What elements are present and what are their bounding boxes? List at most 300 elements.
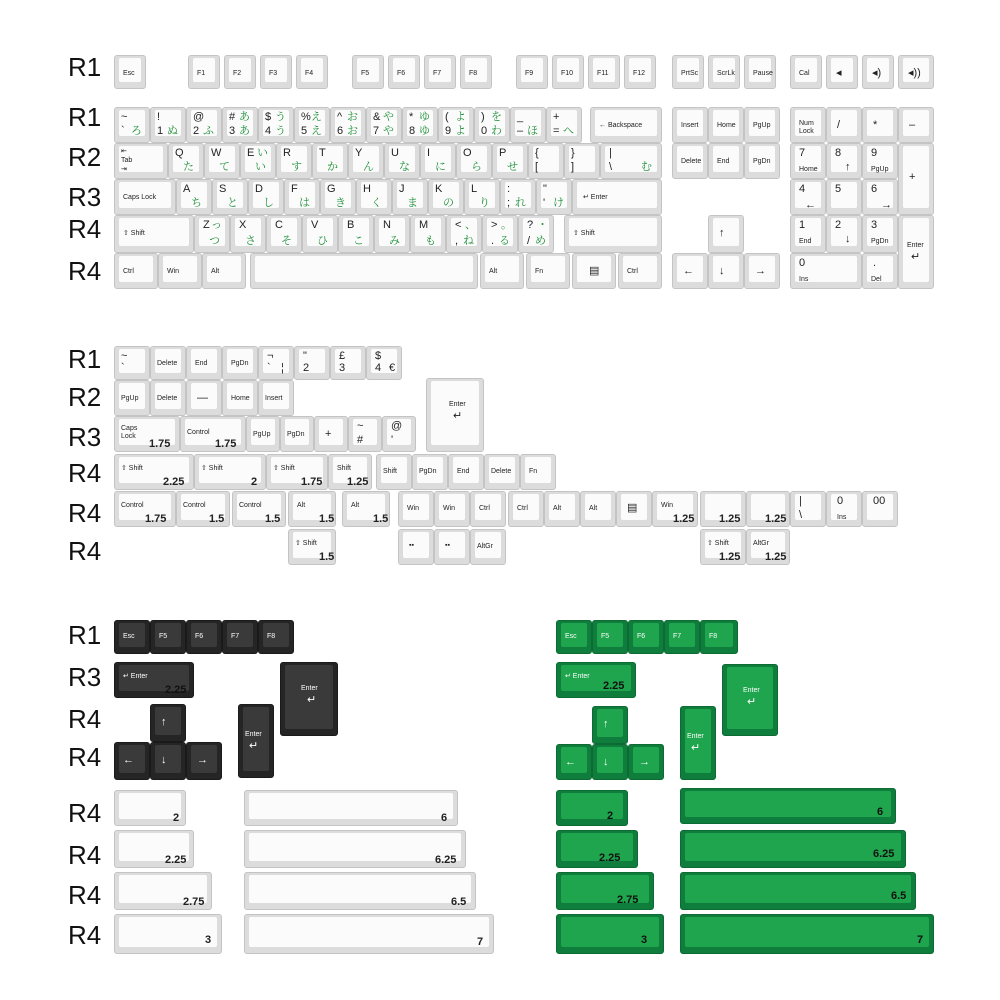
keycap-legend: P (499, 147, 507, 159)
keycap (114, 215, 194, 253)
keycap-top (249, 917, 489, 947)
keycap (294, 107, 330, 143)
keycap (746, 491, 790, 527)
keycap-legend: End (717, 158, 730, 165)
keycap-size-label: 1.25 (673, 513, 695, 525)
keycap (114, 662, 194, 698)
keycap-legend: — (197, 392, 208, 404)
keycap-legend: 3 (339, 362, 346, 374)
keycap (556, 872, 654, 910)
keycap-legend: R (283, 147, 291, 159)
keycap-legend: Esc (565, 633, 577, 640)
keycap (790, 491, 826, 527)
keycap-legend: い (257, 147, 268, 159)
keycap-legend: み (389, 235, 400, 247)
keycap-legend: + (909, 171, 916, 183)
keycap-legend: Alt (297, 502, 306, 509)
keycap-legend: / (527, 235, 531, 247)
keycap-legend: を (491, 111, 502, 123)
keycap (556, 744, 592, 780)
keycap (708, 215, 744, 253)
keycap-size-label: 1.75 (215, 438, 237, 450)
keycap-legend: Insert (681, 122, 699, 129)
keycap-legend: へ (563, 125, 574, 137)
keycap-legend: お (347, 111, 358, 123)
keycap-legend: K (435, 183, 443, 195)
keycap (592, 706, 628, 744)
keycap (600, 143, 662, 179)
keycap-legend: 3 (229, 125, 236, 137)
keycap (618, 253, 662, 289)
keycap (470, 529, 506, 565)
keycap-legend: * (873, 119, 878, 131)
keycap-legend: € (389, 362, 396, 374)
keycap (700, 620, 738, 654)
keycap-legend: £ (339, 350, 346, 362)
keycap-legend: F5 (361, 70, 370, 77)
keycap (392, 179, 428, 215)
keycap (280, 662, 338, 736)
keycap-legend: ) (481, 111, 485, 123)
keycap (448, 454, 484, 490)
keycap-legend: 1 (157, 125, 164, 137)
keycap-legend: ' (391, 434, 394, 446)
keycap-legend: ん (363, 161, 374, 173)
keycap-legend: G (327, 183, 336, 195)
keycap-legend: 8 (835, 147, 842, 159)
keycap-legend: Win (167, 268, 180, 275)
keycap-legend: ` (121, 362, 125, 374)
keycap-legend: → (197, 754, 208, 766)
keycap-legend: Home (717, 122, 736, 129)
keycap-legend: は (299, 197, 310, 209)
keycap-legend: Esc (123, 633, 135, 640)
row-label: R4 (68, 256, 102, 286)
keycap-legend: Ins (799, 276, 809, 283)
keycap-legend: + (325, 428, 332, 440)
keycap (438, 107, 474, 143)
keycap (186, 346, 222, 380)
keycap-legend: Lock (799, 128, 814, 135)
keycap-legend: や (383, 125, 394, 137)
keycap (150, 346, 186, 380)
keycap-legend: Num (799, 120, 814, 127)
keycap-legend: 0 (837, 495, 844, 507)
keycap-legend: ← (683, 265, 694, 277)
row-label: R2 (68, 142, 102, 172)
keycap-legend: え (311, 125, 322, 137)
keycap (230, 215, 266, 253)
keycap-size-label: 1.25 (765, 551, 787, 563)
keycap-legend: ゆ (419, 125, 430, 137)
row-label: R4 (68, 458, 102, 488)
keycap-legend: H (363, 183, 371, 195)
keycap (294, 346, 330, 380)
keycap-legend: Alt (589, 505, 598, 512)
keycap (276, 143, 312, 179)
keycap-legend: F9 (525, 70, 534, 77)
keycap (680, 872, 916, 910)
keycap-legend: F8 (267, 633, 276, 640)
keycap (590, 107, 662, 143)
keycap-legend: ; (507, 197, 511, 209)
keycap (708, 55, 740, 89)
keycap-legend: Enter (301, 685, 318, 692)
keycap (114, 742, 150, 780)
row-label: R4 (68, 704, 102, 734)
keycap-legend: ( (445, 111, 449, 123)
row-label: R1 (68, 620, 102, 650)
keycap (862, 215, 898, 253)
keycap-legend: ⇤ (121, 148, 127, 155)
keycap-legend: 9 (445, 125, 452, 137)
keycap (470, 491, 506, 527)
keycap-legend: Alt (489, 268, 498, 275)
keycap-top (685, 709, 711, 773)
keycap (402, 107, 438, 143)
keycap (616, 491, 652, 527)
keycap-legend: → (755, 265, 766, 277)
keycap-legend: よ (455, 125, 466, 137)
keycap-legend: Ctrl (627, 268, 638, 275)
keycap-legend: Enter (743, 687, 760, 694)
keycap (150, 742, 186, 780)
keycap (280, 416, 314, 452)
keycap-legend: ひ (317, 235, 328, 247)
keycap-legend: Pause (753, 70, 773, 77)
keycap-legend: → (639, 756, 650, 768)
keycap (246, 416, 280, 452)
keycap-legend: Q (175, 147, 184, 159)
keycap-size-label: 1.5 (319, 551, 335, 563)
keycap-legend: ¬ (267, 350, 274, 362)
keycap-legend: ← (123, 754, 134, 766)
keycap-legend: ▤ (589, 265, 600, 277)
keycap-legend: N (383, 219, 391, 231)
keycap-legend: か (327, 161, 338, 173)
keycap (624, 55, 656, 89)
keycap (474, 107, 510, 143)
keycap-legend: Control (239, 502, 262, 509)
keycap (790, 107, 826, 143)
keycap (862, 143, 898, 179)
keycap-legend: E (247, 147, 255, 159)
keycap-legend: ↵ (453, 410, 463, 422)
keycap (194, 215, 230, 253)
keycap-legend: お (347, 125, 358, 137)
keycap (898, 143, 934, 215)
keycap-top (903, 110, 929, 136)
keycap (398, 529, 434, 565)
keycap-top (685, 875, 911, 903)
keycap-legend: Esc (123, 70, 135, 77)
keycap-size-label: 7 (477, 936, 484, 948)
keycap-legend: Control (121, 502, 144, 509)
keycap-legend: . (491, 235, 495, 247)
keycap-legend: 、 (465, 219, 476, 231)
keycap-size-label: 1.25 (347, 476, 369, 488)
keycap (708, 253, 744, 289)
keycap-legend: ↑ (161, 716, 167, 728)
keycap (592, 744, 628, 780)
keycap-legend: ↑ (603, 718, 609, 730)
keycap-legend: と (227, 197, 238, 209)
keycap (114, 790, 186, 826)
keycap-legend: ◂ (836, 67, 842, 79)
keycap (168, 143, 204, 179)
keycap (580, 491, 616, 527)
row-label: R4 (68, 742, 102, 772)
keycap (338, 215, 374, 253)
keycap-legend: ゆ (419, 111, 430, 123)
keycap (114, 346, 150, 380)
keycap-legend: 。 (501, 219, 512, 231)
keycap (556, 790, 628, 826)
keycap (114, 143, 168, 179)
keycap-legend: 5 (301, 125, 308, 137)
keycap-legend: → (881, 199, 892, 211)
keycap (516, 55, 548, 89)
keycap (746, 529, 790, 565)
row-label: R4 (68, 880, 102, 910)
keycap (826, 491, 862, 527)
keycap-legend: AltGr (753, 540, 769, 547)
keycap-legend: – (517, 125, 524, 137)
keycap-legend: PgDn (419, 468, 437, 475)
keycap-legend: ' (543, 197, 546, 209)
keycap-legend: ね (463, 235, 474, 247)
keycap (680, 830, 906, 868)
keycap-legend: な (399, 161, 410, 173)
row-label: R3 (68, 182, 102, 212)
row-label: R1 (68, 52, 102, 82)
keycap-legend: あ (239, 111, 250, 123)
keycap-top (831, 110, 857, 136)
keycap-legend: PgUp (753, 122, 771, 129)
keycap-legend: ↵ (307, 694, 317, 706)
keycap-legend: F12 (633, 70, 646, 77)
keycap-legend: 7 (373, 125, 380, 137)
keycap-legend: ↵ (747, 696, 757, 708)
keycap (258, 107, 294, 143)
keycap-legend: Caps (121, 425, 138, 432)
keycap (202, 253, 246, 289)
keycap-legend: ふ (203, 125, 214, 137)
keycap (320, 179, 356, 215)
keycap-legend: く (371, 197, 382, 209)
keycap-legend: つ (209, 235, 220, 247)
keycap-legend: た (183, 161, 194, 173)
keycap-legend: ▪▪ (445, 542, 450, 549)
keycap-legend: ↵ Enter (583, 194, 608, 201)
keycap-legend: ⇧ Shift (273, 465, 295, 472)
keycap (244, 872, 476, 910)
keycap-legend: 4 (799, 183, 806, 195)
keycap-legend: O (463, 147, 472, 159)
keycap-legend: Y (355, 147, 363, 159)
keycap-legend: A (183, 183, 191, 195)
keycap-legend: Ins (837, 514, 847, 521)
keycap-legend: 0 (799, 257, 806, 269)
keycap (114, 416, 180, 452)
keycap-legend: PgUp (121, 395, 139, 402)
row-label: R3 (68, 662, 102, 692)
keycap-legend: Insert (265, 395, 283, 402)
keycap-legend: > (491, 219, 498, 231)
keycap (188, 55, 220, 89)
keycap (708, 143, 744, 179)
keycap-top (831, 58, 853, 82)
keycap-legend: Alt (211, 268, 220, 275)
keycap (564, 215, 662, 253)
keycap (374, 215, 410, 253)
keycap-legend: ・ (537, 219, 548, 231)
keycap-legend: # (357, 434, 364, 446)
keycap (288, 529, 336, 565)
keycap-legend: Alt (351, 502, 360, 509)
keycap (260, 55, 292, 89)
keycap-legend: む (641, 161, 652, 173)
keycap (428, 179, 464, 215)
keycap-legend: { (535, 147, 539, 159)
keycap-legend: F8 (709, 633, 718, 640)
keycap (790, 179, 826, 215)
keycap-legend: ~ (121, 111, 128, 123)
keycap-legend: Lock (121, 433, 136, 440)
keycap-legend: F6 (397, 70, 406, 77)
keycap-legend: 6 (337, 125, 344, 137)
keycap-size-label: 2 (173, 812, 180, 824)
keycap (744, 55, 776, 89)
keycap (212, 179, 248, 215)
keycap-legend: F3 (269, 70, 278, 77)
keycap (382, 416, 416, 452)
keycap-legend: Fn (529, 468, 538, 475)
keycap (518, 215, 554, 253)
keycap-legend: ` (121, 125, 125, 137)
keycap (150, 107, 186, 143)
keycap-legend: ~ (121, 350, 128, 362)
keycap (456, 143, 492, 179)
keycap-legend: ◂) (872, 67, 882, 79)
keycap-legend: Shift (337, 465, 352, 472)
keycap-size-label: 1.5 (209, 513, 225, 525)
keycap (592, 620, 628, 654)
keycap (672, 55, 704, 89)
keycap (114, 914, 222, 954)
keycap-legend: % (301, 111, 311, 123)
keycap (672, 143, 708, 179)
keycap (248, 179, 284, 215)
keycap (222, 380, 258, 416)
keycap (204, 143, 240, 179)
keycap (672, 253, 708, 289)
keycap (790, 55, 822, 89)
keycap (826, 179, 862, 215)
row-label: R4 (68, 920, 102, 950)
keycap-size-label: 6 (441, 812, 448, 824)
keycap (348, 143, 384, 179)
keycap-legend: | (799, 495, 802, 507)
keycap-top (155, 707, 181, 735)
keycap (176, 179, 212, 215)
keycap-legend: @ (193, 111, 205, 123)
keycap-size-label: 1.25 (719, 513, 741, 525)
keycap-legend: " (303, 350, 307, 362)
keycap-size-label: 2 (251, 476, 258, 488)
keycap-legend: Shift (383, 468, 398, 475)
keycap-legend: _ (517, 111, 524, 123)
keycap (426, 378, 484, 452)
keycap (862, 491, 898, 527)
keycap-legend: ` (267, 362, 271, 374)
keycap-legend: 00 (873, 495, 886, 507)
keycap-legend: せ (507, 161, 518, 173)
keycap-top (561, 793, 623, 819)
keycap-legend: ほ (527, 125, 538, 137)
keycap (158, 253, 202, 289)
keycap-legend: Cal (799, 70, 810, 77)
keycap (312, 143, 348, 179)
keycap-legend: ⇧ Shift (707, 540, 729, 547)
keycap-legend: て (219, 161, 230, 173)
keycap-legend: 3 (871, 219, 878, 231)
keycap-legend: Delete (157, 360, 178, 367)
keycap-legend: PgUp (871, 166, 889, 173)
keycap (258, 620, 294, 654)
keycap-top (903, 146, 929, 208)
keycap (150, 620, 186, 654)
keycap (288, 491, 336, 527)
keycap-size-label: 6 (877, 806, 884, 818)
keycap (588, 55, 620, 89)
keycap-legend: ¦ (281, 362, 284, 374)
keycap (572, 179, 662, 215)
keycap (410, 215, 446, 253)
keycap-legend: う (275, 111, 286, 123)
keycap-legend: < (455, 219, 462, 231)
keycap-legend: F7 (673, 633, 682, 640)
keycap-legend: + (553, 111, 560, 123)
keycap-legend: : (507, 183, 511, 195)
keycap (376, 454, 412, 490)
keycap (672, 107, 708, 143)
keycap-legend: 1 (799, 219, 806, 231)
keycap (680, 788, 896, 824)
keycap-size-label: 6.25 (873, 848, 895, 860)
keycap-legend: F11 (597, 70, 609, 77)
keycap (510, 107, 546, 143)
keycap-legend: Home (799, 166, 818, 173)
keycap-legend: / (837, 119, 841, 131)
keycap-legend: = (553, 125, 560, 137)
keycap-top (439, 532, 465, 558)
keycap-legend: PgDn (753, 158, 771, 165)
row-label: R4 (68, 498, 102, 528)
keycap-legend: 7 (799, 147, 806, 159)
keycap-top (685, 791, 891, 817)
keycap (302, 215, 338, 253)
keycap (150, 380, 186, 416)
keycap-legend: し (263, 197, 274, 209)
keycap-size-label: 2.25 (599, 852, 621, 864)
keycap-top (685, 917, 929, 947)
keycap-legend: * (409, 111, 414, 123)
keycap-legend: F7 (231, 633, 240, 640)
keycap (722, 664, 778, 736)
keycap-legend: F4 (305, 70, 314, 77)
keycap-legend: F (291, 183, 298, 195)
